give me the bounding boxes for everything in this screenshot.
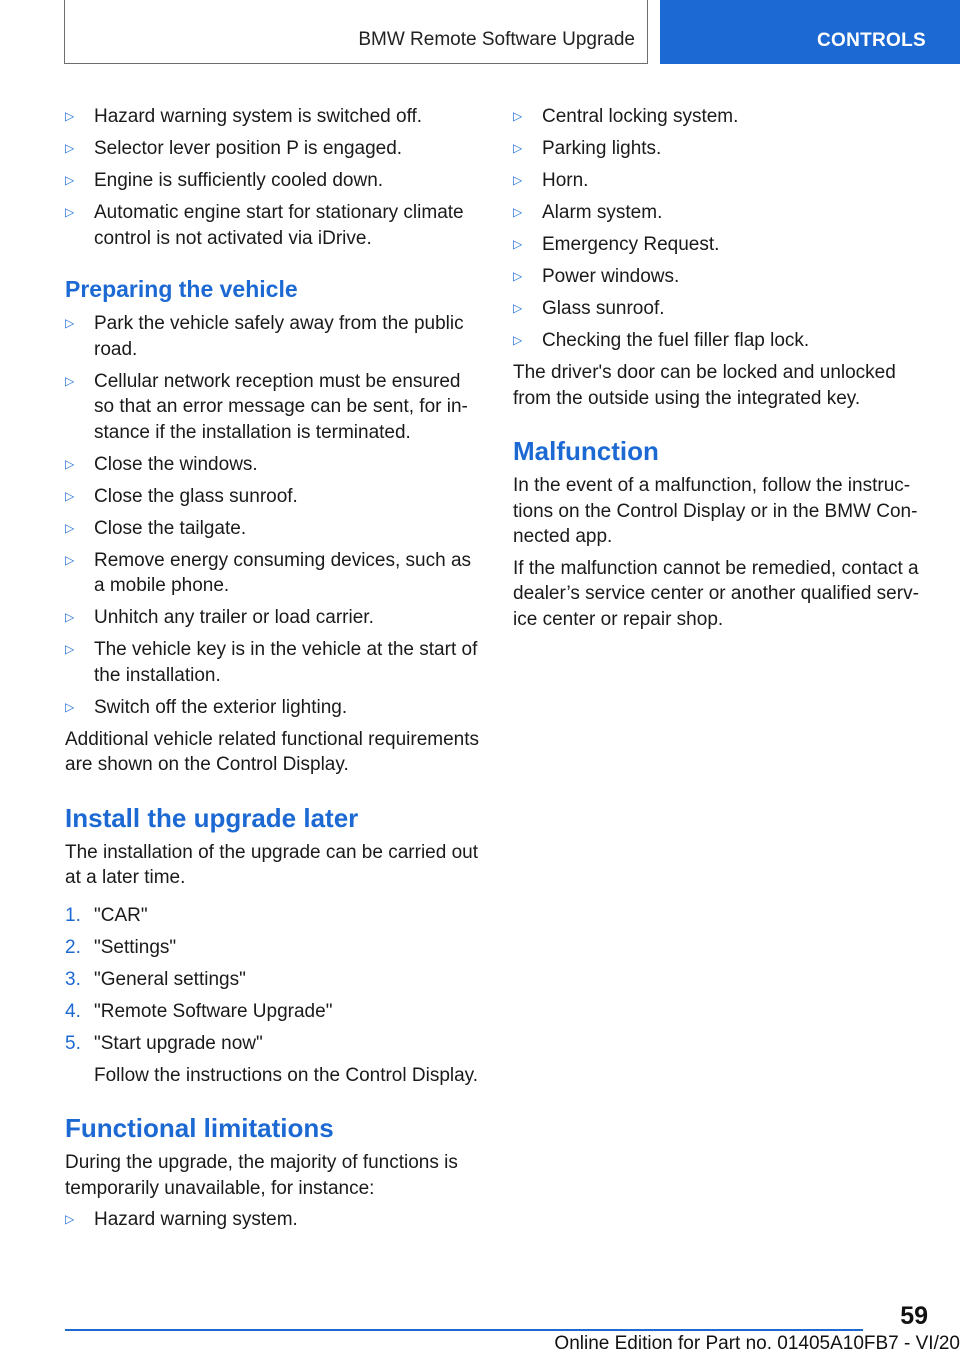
list-item: ▷ The vehicle key is in the vehicle at the start of the installation.: [65, 637, 483, 688]
step-number: 4.: [65, 1000, 81, 1022]
step-item: [65, 935, 483, 961]
install-later-text: The installation of the upgrade can be carried out at a later time.: [65, 841, 478, 888]
step-text: "Start upgrade now": [94, 1032, 263, 1054]
malfunction-paragraph-1: In the event of a malfunction, follow the instructions on the Control Display or in the BMW Connected app.: [513, 475, 918, 547]
list-item: ▷ Close the glass sunroof.: [65, 484, 483, 510]
step-text: "General settings": [94, 968, 246, 990]
list-item: ▷ Power windows.: [513, 264, 925, 290]
malfunction-heading: Malfunction: [513, 436, 659, 466]
install-later-heading: Install the upgrade later: [65, 802, 359, 833]
list-item: ▷ Remove energy consuming devices, such as a mobile phone.: [65, 548, 483, 599]
list-item: ▷ Glass sunroof.: [513, 296, 925, 322]
list-item: ▷ Parking lights.: [513, 136, 925, 162]
step-number: 5.: [65, 1032, 81, 1054]
step-text: "Remote Software Upgrade": [94, 1000, 333, 1022]
functional-limitations-heading: Functional limitations: [65, 1113, 334, 1143]
functional-limitations-text: During the upgrade, the majority of functions is temporarily unavailable, for instance:: [65, 1152, 458, 1199]
step-item: [65, 1031, 483, 1057]
step-item: [65, 903, 483, 929]
left-column: [65, 104, 483, 1239]
step-item: [65, 967, 483, 993]
step-follow-note: Follow the instructions on the Control Display.: [94, 1064, 479, 1086]
step-number: 2.: [65, 936, 81, 958]
list-item: ▷ Horn.: [513, 168, 925, 194]
list-item: ▷ Park the vehicle safely away from the public road.: [65, 311, 483, 362]
unavailable-functions-list: [513, 104, 925, 354]
step-number: 3.: [65, 968, 81, 990]
list-item: ▷ Unhitch any trailer or load carrier.: [65, 605, 483, 631]
footer-divider: [65, 1329, 863, 1331]
preparing-heading: Preparing the vehicle: [65, 276, 298, 302]
preparing-bullet-list: [65, 311, 483, 720]
list-item: ▷ Engine is sufficiently cooled down.: [65, 168, 483, 194]
list-item: ▷ Hazard warning system.: [65, 1207, 483, 1233]
list-item: ▷ Alarm system.: [513, 200, 925, 226]
step-item: [65, 999, 483, 1025]
step-number: 1.: [65, 904, 81, 926]
list-item: ▷ Selector lever position P is engaged.: [65, 136, 483, 162]
intro-bullet-list: [65, 104, 483, 251]
functional-requirements-note: Additional vehicle related functional requirements are shown on the Control Display.: [65, 728, 480, 775]
header-chapter-box: [64, 0, 648, 64]
footer-edition: Online Edition for Part no. 01405A10FB7 - VI/20: [554, 1333, 960, 1354]
list-item: ▷ Close the windows.: [65, 452, 483, 478]
right-column: [513, 104, 925, 638]
limitations-bullet-list: [65, 1207, 483, 1233]
chapter-title: BMW Remote Software Upgrade: [358, 29, 635, 50]
malfunction-paragraph-2: If the malfunction cannot be remedied, contact a dealer’s service center or another qualified service center or repair shop.: [513, 557, 919, 630]
list-item: ▷ Cellular network reception must be ensured so that an error message can be sent, for instance if the installation is terminated.: [65, 369, 483, 446]
list-item: ▷ Automatic engine start for stationary climate control is not activated via iDrive.: [65, 200, 483, 251]
section-tab-label: CONTROLS: [816, 30, 926, 51]
section-tab: [660, 0, 960, 64]
step-text: "CAR": [94, 904, 148, 926]
list-item: ▷ Close the tailgate.: [65, 516, 483, 542]
list-item: ▷ Emergency Request.: [513, 232, 925, 258]
list-item: ▷ Central locking system.: [513, 104, 925, 130]
list-item: ▷ Checking the fuel filler flap lock.: [513, 328, 925, 354]
step-text: "Settings": [94, 936, 177, 958]
list-item: ▷ Switch off the exterior lighting.: [65, 695, 483, 721]
install-steps-list: [65, 903, 483, 1057]
page-number: 59: [900, 1302, 928, 1330]
list-item: ▷ Hazard warning system is switched off.: [65, 104, 483, 130]
page-header: [0, 0, 960, 66]
integrated-key-note: The driver's door can be locked and unlocked from the outside using the integrated key.: [513, 362, 896, 409]
